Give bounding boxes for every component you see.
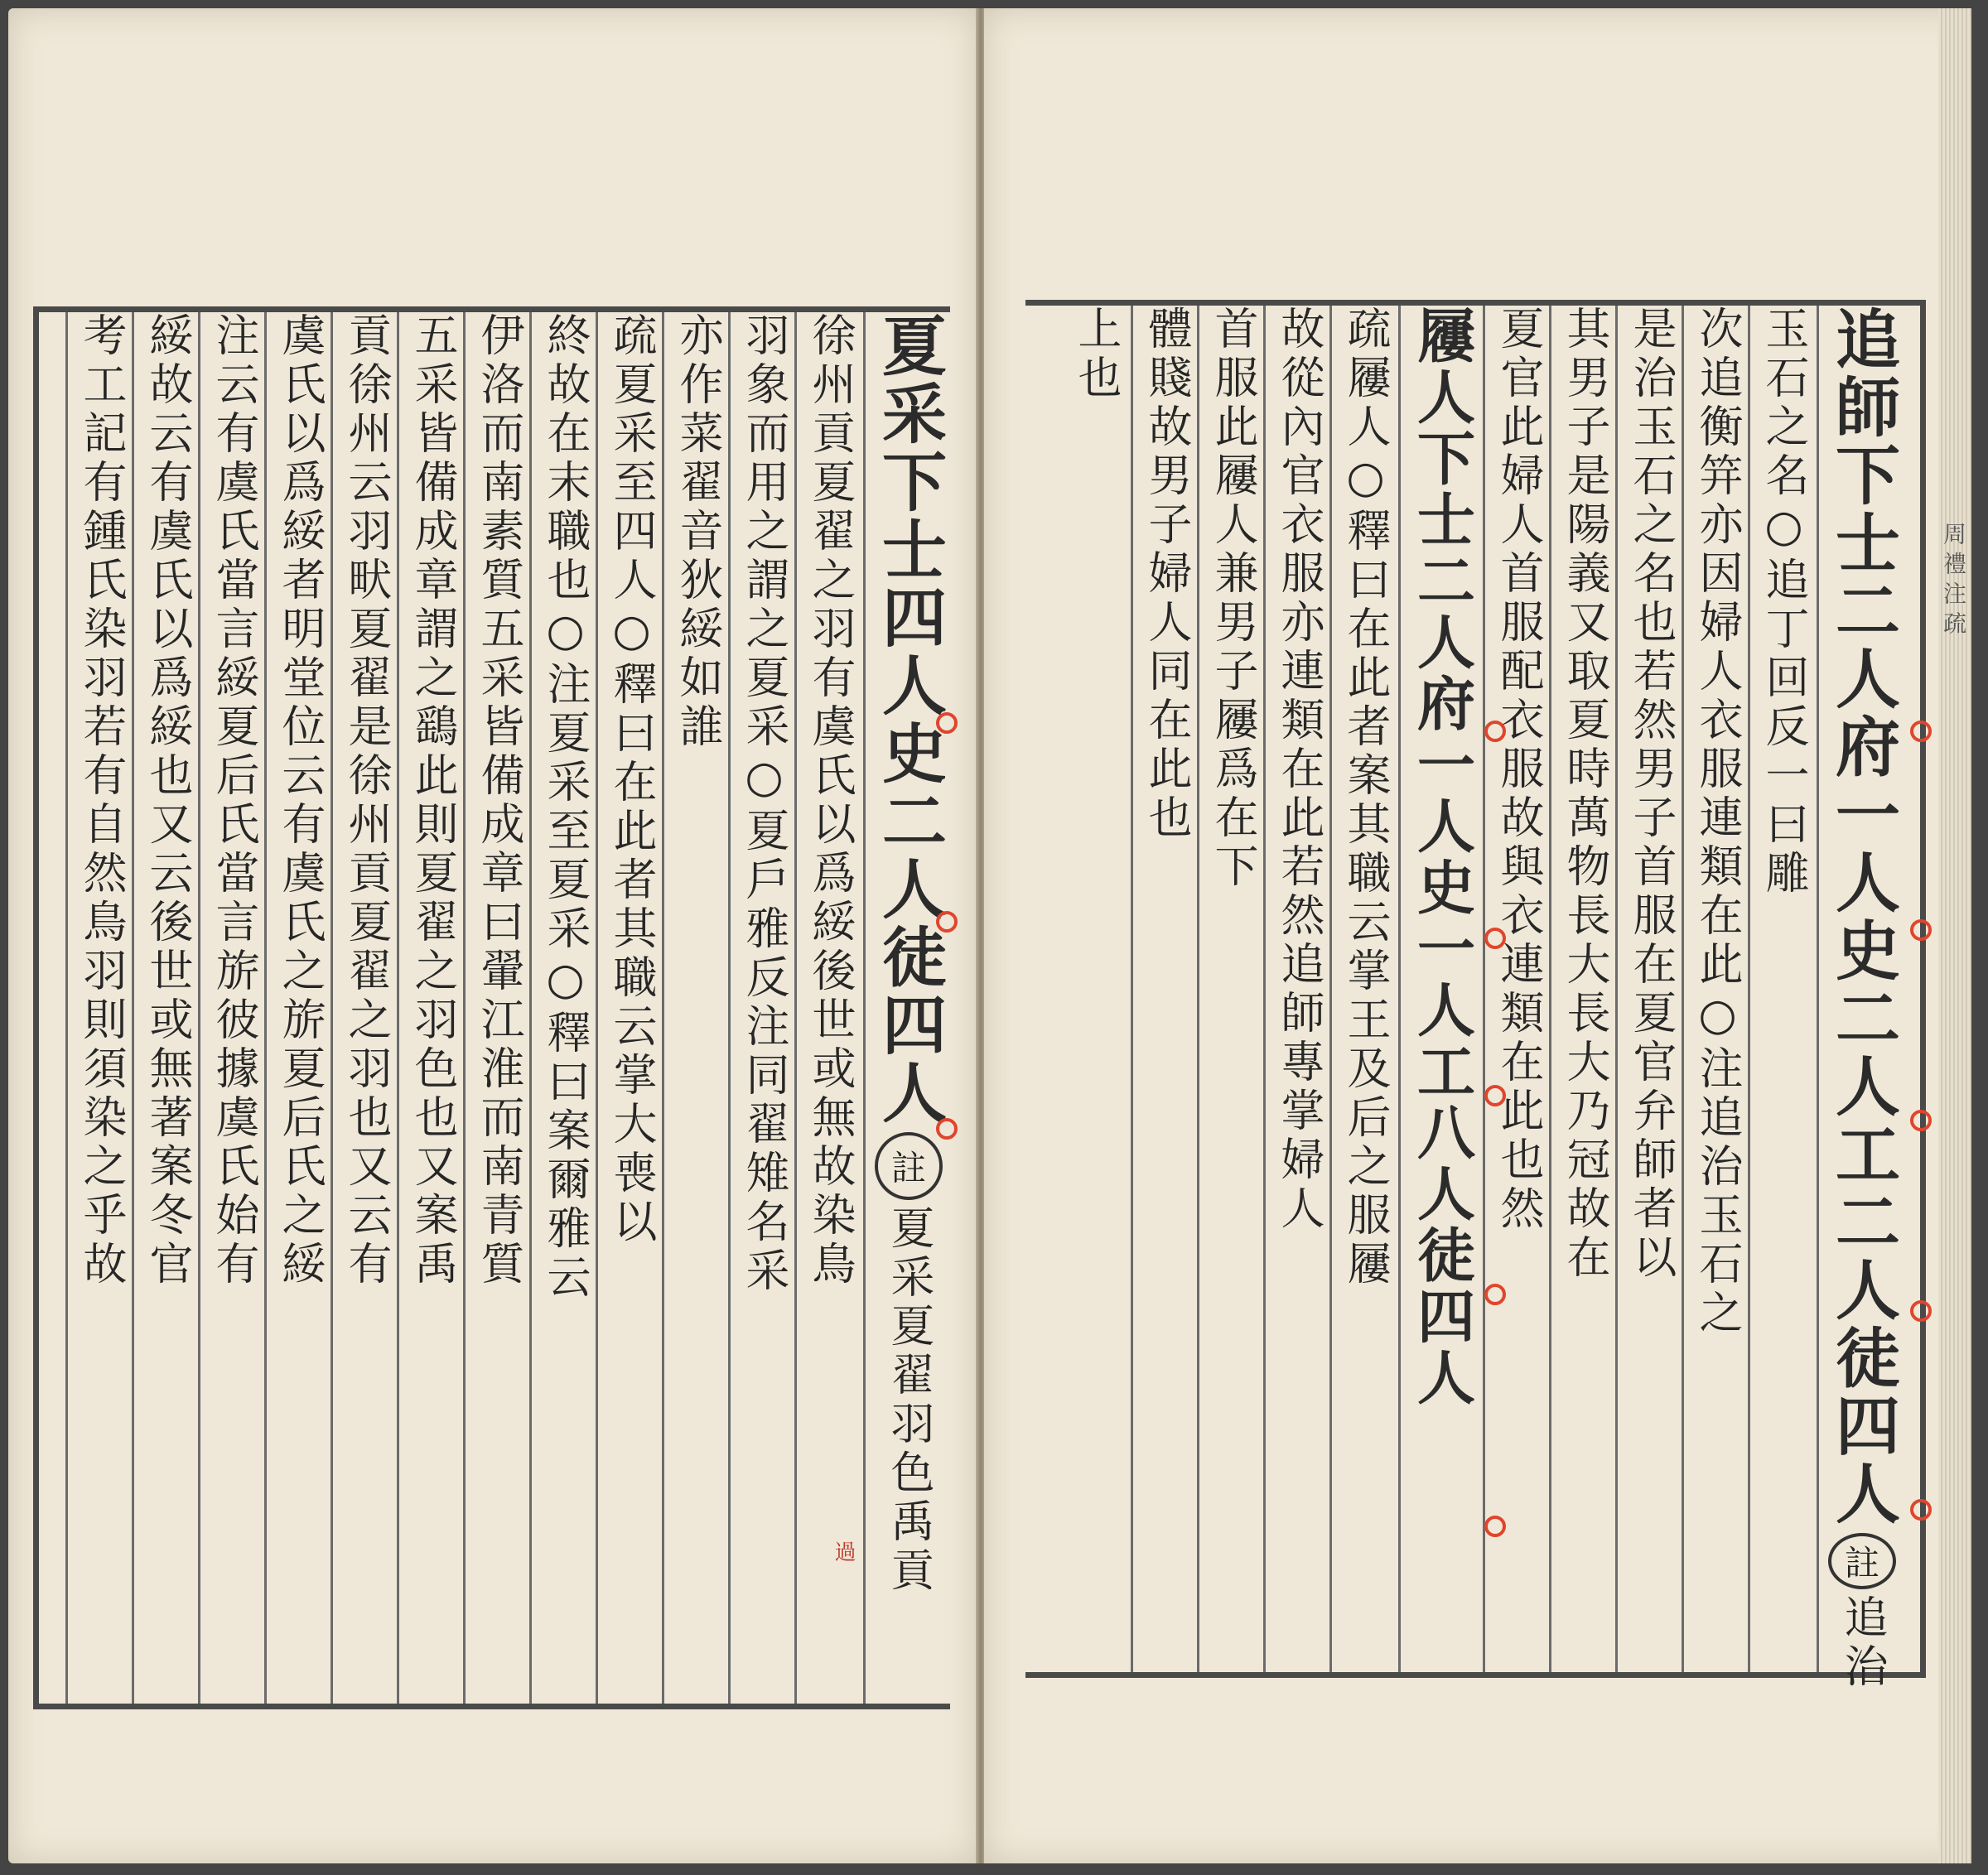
red-punctuation-mark (1910, 1110, 1932, 1131)
right-second-heading: 屨人下士二人府一人史一人工八人徒四人 (1407, 306, 1477, 1409)
right-column (1332, 306, 1398, 1672)
column-text: 亦作菜翟音狄綏如誰 (673, 312, 723, 752)
right-partial-column (1063, 306, 1129, 1672)
left-heading-text: 夏采下士四人史二人徒四人 (871, 312, 947, 1127)
right-heading-note: 追治 (1837, 1594, 1888, 1692)
column-text: 其男子是陽義又取夏時萬物長大長大乃冠故在 (1560, 306, 1610, 1283)
left-column (797, 312, 863, 1704)
column-text: 故從內官衣服亦連類在此若然追師專掌婦人 (1274, 306, 1325, 1234)
left-column (134, 312, 200, 1704)
column-rule (1817, 306, 1819, 1672)
column-text: 疏屨人○釋曰在此者案其職云掌王及后之服屨 (1340, 306, 1391, 1289)
column-text: 虞氏以爲綏者明堂位云有虞氏之旂夏后氏之綏 (275, 312, 326, 1289)
right-column (1199, 306, 1266, 1672)
left-heading-note: 夏采夏翟羽色禹貢 (884, 1205, 934, 1596)
left-page (8, 8, 977, 1863)
left-column (664, 312, 731, 1704)
right-heading-column (1821, 306, 1904, 1692)
column-text: 五采皆備成章謂之鷂此則夏翟之羽色也又案禹 (408, 312, 458, 1289)
right-column (1551, 306, 1618, 1672)
red-punctuation-mark (1910, 721, 1932, 742)
column-text: 上也 (1071, 306, 1122, 403)
column-text: 羽象而用之謂之夏采○夏戶雅反注同翟雉名采 (739, 312, 789, 1296)
side-margin-title: 周禮注疏 (1940, 522, 1967, 641)
left-column (333, 312, 399, 1704)
column-rule (863, 312, 866, 1704)
left-column (466, 312, 532, 1704)
column-text: 注云有虞氏當言綏夏后氏當言旂彼據虞氏始有 (209, 312, 259, 1289)
right-column (1750, 306, 1817, 1672)
right-heading-text: 追師下士二人府一人史二人工二人徒四人 (1825, 306, 1900, 1528)
column-text: 首服此屨人兼男子屨爲在下 (1208, 306, 1258, 892)
column-text: 考工記有鍾氏染羽若有自然鳥羽則須染之乎故 (76, 312, 127, 1289)
red-punctuation-mark (1484, 1516, 1506, 1537)
column-text: 玉石之名○追丁回反一曰雕 (1759, 306, 1809, 899)
red-punctuation-mark (936, 712, 958, 734)
column-rule (1131, 306, 1133, 1672)
left-column (267, 312, 333, 1704)
right-text-frame (1025, 300, 1926, 1692)
column-text: 徐州貢夏翟之羽有虞氏以爲綏後世或無故染鳥 (805, 312, 856, 1289)
red-punctuation-mark (1910, 1499, 1932, 1521)
red-punctuation-mark (936, 1118, 958, 1140)
left-column (731, 312, 797, 1704)
left-column (532, 312, 598, 1704)
left-column (598, 312, 664, 1704)
column-rule (1398, 306, 1401, 1672)
column-text: 夏官此婦人首服配衣服故與衣連類在此也然 (1493, 306, 1544, 1234)
left-heading-column (867, 312, 950, 1704)
red-punctuation-mark (936, 911, 958, 933)
page-edges (1938, 8, 1971, 1863)
left-column (399, 312, 466, 1704)
column-text: 伊洛而南素質五采皆備成章曰翬江淮而南青質 (474, 312, 524, 1289)
column-rule (1483, 306, 1485, 1672)
left-column (200, 312, 267, 1704)
column-text: 綏故云有虞氏以爲綏也又云後世或無著案冬官 (142, 312, 193, 1289)
column-text: 體賤故男子婦人同在此也 (1141, 306, 1192, 843)
red-punctuation-mark (1910, 1300, 1932, 1322)
marginal-correction: 過 (831, 1540, 856, 1562)
left-text-frame (33, 306, 950, 1709)
red-punctuation-mark (1484, 1085, 1506, 1106)
red-punctuation-mark (1910, 919, 1932, 941)
column-text: 次追衡笄亦因婦人衣服連類在此○注追治玉石之 (1692, 306, 1743, 1338)
column-text: 疏夏采至四人○釋曰在此者其職云掌大喪以 (606, 312, 657, 1247)
column-rule (65, 312, 68, 1704)
column-text: 是治玉石之名也若然男子首服在夏官弁師者以 (1626, 306, 1677, 1283)
right-column (1133, 306, 1199, 1672)
red-punctuation-mark (1484, 721, 1506, 742)
right-page (984, 8, 1971, 1863)
right-column (1266, 306, 1332, 1672)
column-text: 終故在末職也○注夏采至夏采○釋曰案爾雅云 (540, 312, 591, 1303)
right-second-heading-column (1402, 306, 1481, 1672)
left-column (68, 312, 134, 1704)
left-note-tag: 註 (875, 1132, 943, 1200)
right-note-tag: 註 (1828, 1533, 1896, 1589)
right-column (1684, 306, 1750, 1672)
column-text: 貢徐州云羽畎夏翟是徐州貢夏翟之羽也又云有 (341, 312, 392, 1289)
right-column (1485, 306, 1551, 1672)
right-column (1618, 306, 1684, 1672)
red-punctuation-mark (1484, 1284, 1506, 1305)
red-punctuation-mark (1484, 928, 1506, 949)
